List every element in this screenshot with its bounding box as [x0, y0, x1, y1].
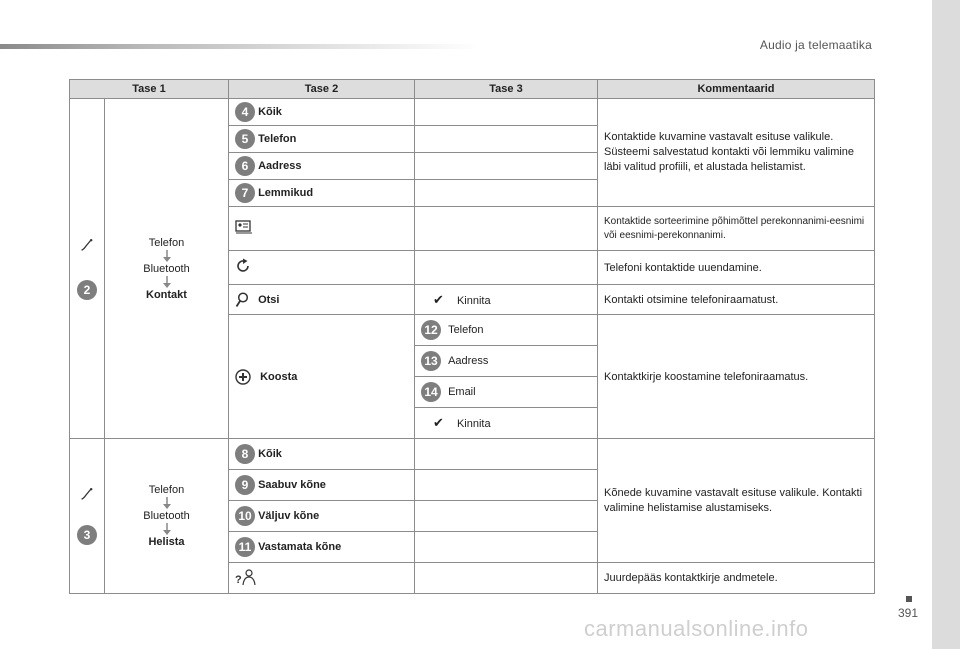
level3-cell-empty [415, 126, 598, 153]
phone-icon [80, 487, 94, 501]
comment-cell: Kõnede kuvamine vastavalt esituse valikule. Kontakti valimine helistamise alustamiseks. [598, 439, 875, 563]
callout-badge: 14 [421, 382, 441, 402]
level3-label: Kinnita [456, 294, 491, 307]
group1-level1-icon-cell [70, 99, 105, 439]
group1-flow-cell [105, 99, 229, 439]
level2-cell [229, 207, 415, 251]
callout-badge: 2 [77, 280, 97, 300]
callout-badge: 3 [77, 525, 97, 545]
callout-badge: 7 [235, 183, 255, 203]
level3-cell-empty [415, 439, 598, 470]
watermark: carmanualsonline.info [584, 616, 809, 641]
level3-cell-empty [415, 501, 598, 532]
section-title: Audio ja telemaatika [759, 38, 872, 52]
level2-cell [229, 285, 415, 315]
search-icon [235, 292, 249, 308]
sort-contacts-icon [235, 220, 253, 234]
comment-cell: Kontaktide sorteerimine põhimõttel perekonnanimi-eesnimi või eesnimi-perekonnanimi. [598, 207, 875, 251]
level3-cell-empty [415, 180, 598, 207]
header-level1: Tase 1 [70, 80, 229, 99]
callout-badge: 4 [235, 102, 255, 122]
level3-cell [415, 346, 598, 377]
level2-cell [229, 153, 415, 180]
callout-badge: 13 [421, 351, 441, 371]
level2-cell [229, 563, 415, 594]
table-row [70, 99, 875, 126]
level3-cell [415, 377, 598, 408]
level3-cell-empty [415, 563, 598, 594]
phone-icon [80, 238, 94, 252]
menu-table [69, 79, 875, 594]
checkmark-icon: ✔ [433, 291, 444, 307]
level2-cell [229, 439, 415, 470]
level2-cell [229, 180, 415, 207]
add-contact-icon [235, 369, 251, 385]
level2-label: Telefon [258, 133, 297, 145]
comment-cell: Kontakti otsimine telefoniraamatust. [598, 285, 875, 315]
header-level2: Tase 2 [229, 80, 415, 99]
flow-step: Telefon [148, 484, 185, 496]
level2-cell [229, 126, 415, 153]
group2-flow-cell [105, 439, 229, 594]
level3-cell-empty [415, 532, 598, 563]
flow-step: Bluetooth [143, 262, 190, 275]
comment-cell: Kontaktide kuvamine vastavalt esituse valikule. Süsteemi salvestatud kontakti või lemmiku valimine läbi valitud profiili, et alustada helistamist. [598, 99, 875, 207]
level3-label: Telefon [448, 324, 484, 336]
level2-label: Koosta [260, 370, 298, 383]
flow-step: Helista [148, 536, 185, 548]
level3-cell-empty [415, 251, 598, 285]
flow-step: Telefon [148, 236, 185, 249]
page-number: 391 [897, 606, 918, 620]
checkmark-icon: ✔ [433, 415, 444, 430]
level2-cell [229, 501, 415, 532]
level2-label: Lemmikud [258, 187, 314, 199]
level3-cell-empty [415, 153, 598, 180]
callout-badge: 12 [421, 320, 441, 340]
level2-cell [229, 532, 415, 563]
header-gradient-bar [0, 44, 480, 49]
table-row [70, 439, 875, 470]
level2-cell [229, 251, 415, 285]
level2-label: Kõik [258, 106, 282, 118]
arrow-down-icon [162, 276, 172, 288]
level3-label: Email [448, 386, 476, 398]
comment-cell: Telefoni kontaktide uuendamine. [598, 251, 875, 285]
header-level3: Tase 3 [415, 80, 598, 99]
flow-step: Kontakt [146, 288, 187, 301]
callout-badge: 9 [235, 475, 255, 495]
level2-label: Aadress [258, 160, 302, 172]
header-comments: Kommentaarid [598, 80, 875, 99]
table-header-row [70, 80, 875, 99]
arrow-down-icon [162, 250, 172, 262]
refresh-icon [235, 258, 251, 274]
page-marker [906, 596, 912, 602]
side-margin-strip [932, 0, 960, 649]
level2-label: Saabuv kõne [258, 479, 326, 491]
callout-badge: 5 [235, 129, 255, 149]
comment-cell: Kontaktkirje koostamine telefoniraamatus. [598, 315, 875, 439]
level3-cell [415, 315, 598, 346]
svg-text:?: ? [235, 573, 242, 586]
level2-cell [229, 315, 415, 439]
level3-cell [415, 285, 598, 315]
level3-label: Kinnita [456, 418, 491, 430]
level3-cell-empty [415, 99, 598, 126]
contact-details-icon [235, 568, 257, 586]
flow-step: Bluetooth [143, 510, 190, 522]
level2-label: Kõik [258, 448, 282, 460]
callout-badge: 8 [235, 444, 255, 464]
arrow-down-icon [162, 523, 172, 535]
level2-label: Otsi [258, 293, 280, 306]
arrow-down-icon [162, 497, 172, 509]
callout-badge: 6 [235, 156, 255, 176]
level2-cell [229, 99, 415, 126]
level2-label: Vastamata kõne [258, 541, 342, 553]
group2-level1-icon-cell [70, 439, 105, 594]
comment-cell: Juurdepääs kontaktkirje andmetele. [598, 563, 875, 594]
level3-cell-empty [415, 207, 598, 251]
callout-badge: 10 [235, 506, 255, 526]
level3-cell-empty [415, 470, 598, 501]
level3-label: Aadress [448, 355, 489, 367]
level3-cell [415, 408, 598, 439]
level2-cell [229, 470, 415, 501]
level2-label: Väljuv kõne [258, 510, 320, 522]
callout-badge: 11 [235, 537, 255, 557]
